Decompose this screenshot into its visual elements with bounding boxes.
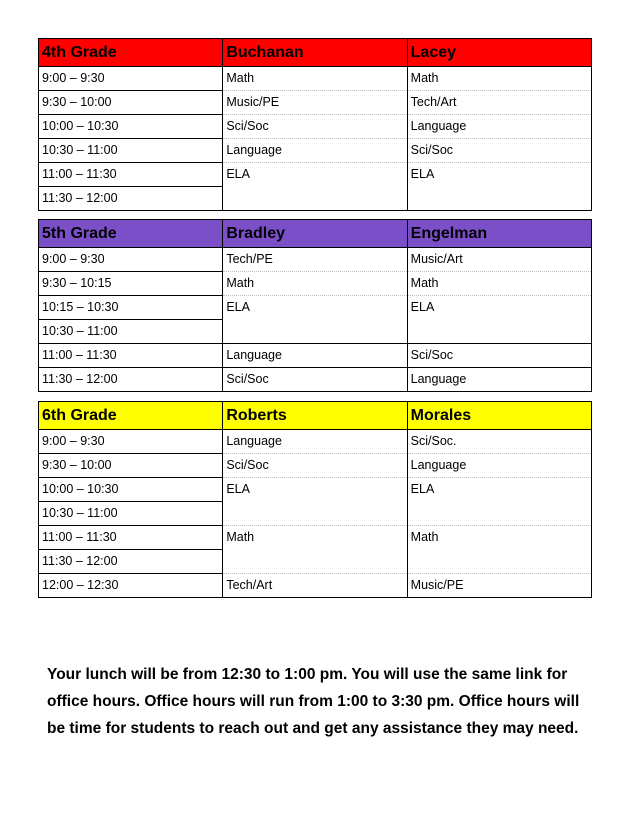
teacher-name: Buchanan <box>223 39 407 67</box>
subject-cell: Math <box>223 67 407 91</box>
time-slot: 9:00 – 9:30 <box>39 430 223 454</box>
time-slot: 11:30 – 12:00 <box>39 187 223 211</box>
subject-cell: Sci/Soc <box>223 115 407 139</box>
table-header-row <box>39 220 592 248</box>
time-slot: 11:00 – 11:30 <box>39 163 223 187</box>
grade-title: 5th Grade <box>39 220 223 248</box>
time-slot: 10:30 – 11:00 <box>39 320 223 344</box>
subject-cell: Language <box>223 139 407 163</box>
subject-cell: Language <box>223 344 407 368</box>
subject-cell: Language <box>407 368 591 392</box>
time-slot: 10:30 – 11:00 <box>39 502 223 526</box>
table-row <box>39 139 592 163</box>
subject-cell: Sci/Soc <box>407 344 591 368</box>
subject-cell: Music/PE <box>223 91 407 115</box>
subject-cell: ELA <box>407 163 591 211</box>
table-row <box>39 526 592 550</box>
subject-cell: ELA <box>223 163 407 211</box>
table-row <box>39 272 592 296</box>
time-slot: 9:30 – 10:00 <box>39 454 223 478</box>
time-slot: 10:00 – 10:30 <box>39 115 223 139</box>
teacher-name: Engelman <box>407 220 591 248</box>
schedule-table-6th-grade <box>38 401 592 598</box>
subject-cell: Sci/Soc. <box>407 430 591 454</box>
subject-cell: Language <box>223 430 407 454</box>
subject-cell: Language <box>407 115 591 139</box>
subject-cell: Sci/Soc <box>223 454 407 478</box>
teacher-name: Morales <box>407 402 591 430</box>
time-slot: 12:00 – 12:30 <box>39 574 223 598</box>
subject-cell: ELA <box>223 296 407 344</box>
subject-cell: Language <box>407 454 591 478</box>
table-row <box>39 344 592 368</box>
table-row <box>39 454 592 478</box>
time-slot: 11:00 – 11:30 <box>39 526 223 550</box>
time-slot: 10:00 – 10:30 <box>39 478 223 502</box>
teacher-name: Bradley <box>223 220 407 248</box>
table-row <box>39 430 592 454</box>
subject-cell: ELA <box>407 478 591 526</box>
subject-cell: Music/PE <box>407 574 591 598</box>
subject-cell: Tech/Art <box>407 91 591 115</box>
time-slot: 9:00 – 9:30 <box>39 67 223 91</box>
table-header-row <box>39 39 592 67</box>
table-header-row <box>39 402 592 430</box>
time-slot: 9:30 – 10:00 <box>39 91 223 115</box>
subject-cell: Math <box>407 526 591 574</box>
table-row <box>39 248 592 272</box>
grade-title: 4th Grade <box>39 39 223 67</box>
table-row <box>39 478 592 502</box>
time-slot: 11:30 – 12:00 <box>39 368 223 392</box>
table-row <box>39 296 592 320</box>
table-row <box>39 163 592 187</box>
schedule-table-4th-grade <box>38 38 592 211</box>
subject-cell: Math <box>223 272 407 296</box>
office-hours-note: Your lunch will be from 12:30 to 1:00 pm. You will use the same link for office hours. Office hours will run from 1:00 to 3:30 pm. Office hours will be time for students to reach out and get any assistance they may need. <box>47 665 580 737</box>
subject-cell: Tech/PE <box>223 248 407 272</box>
table-row <box>39 574 592 598</box>
grade-title: 6th Grade <box>39 402 223 430</box>
subject-cell: Math <box>223 526 407 574</box>
time-slot: 11:30 – 12:00 <box>39 550 223 574</box>
time-slot: 9:00 – 9:30 <box>39 248 223 272</box>
subject-cell: Math <box>407 272 591 296</box>
schedule-table-5th-grade <box>38 219 592 392</box>
time-slot: 9:30 – 10:15 <box>39 272 223 296</box>
subject-cell: Sci/Soc <box>223 368 407 392</box>
subject-cell: Music/Art <box>407 248 591 272</box>
subject-cell: ELA <box>223 478 407 526</box>
table-row <box>39 115 592 139</box>
teacher-name: Lacey <box>407 39 591 67</box>
teacher-name: Roberts <box>223 402 407 430</box>
subject-cell: ELA <box>407 296 591 344</box>
subject-cell: Math <box>407 67 591 91</box>
time-slot: 10:15 – 10:30 <box>39 296 223 320</box>
table-row <box>39 368 592 392</box>
subject-cell: Tech/Art <box>223 574 407 598</box>
time-slot: 11:00 – 11:30 <box>39 344 223 368</box>
table-row <box>39 91 592 115</box>
time-slot: 10:30 – 11:00 <box>39 139 223 163</box>
table-row <box>39 67 592 91</box>
subject-cell: Sci/Soc <box>407 139 591 163</box>
